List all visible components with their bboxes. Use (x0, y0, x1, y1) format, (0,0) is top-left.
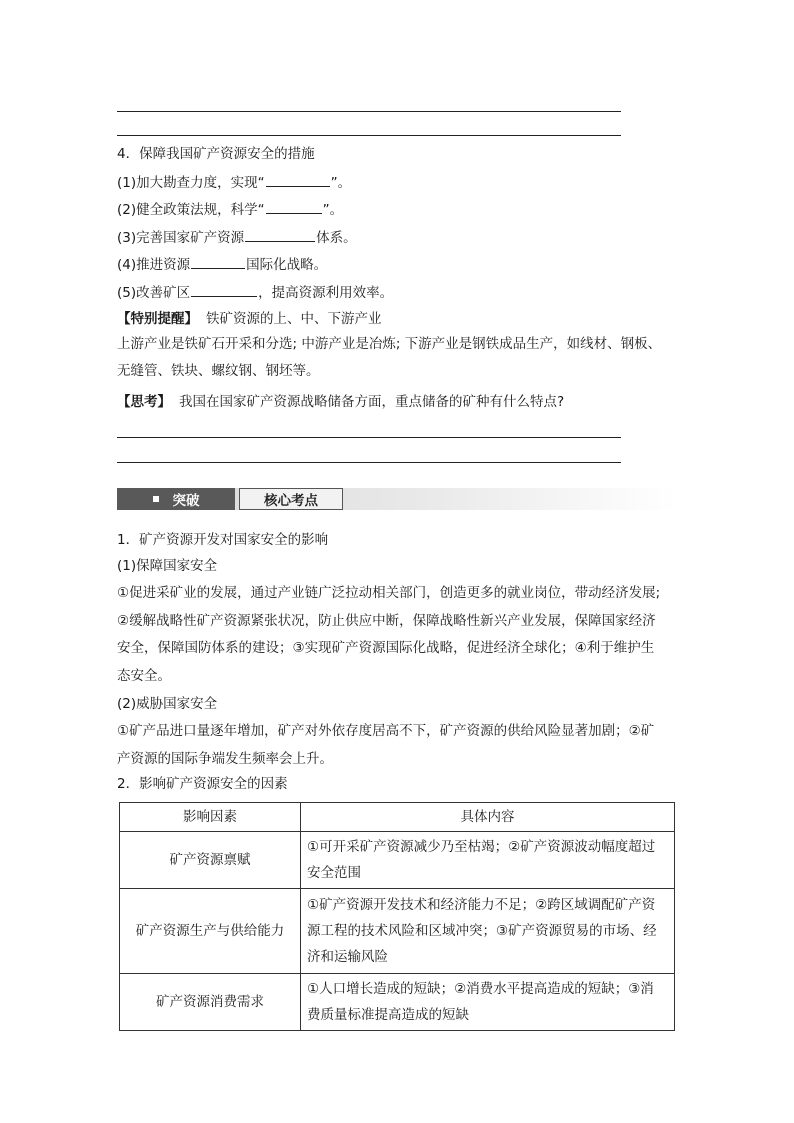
paragraph-line: ①矿产品进口量逐年增加，矿产对外依存度居高不下，矿产资源的供给风险显著加剧；②矿 (117, 723, 655, 739)
measure-text: (5)改善矿区 (117, 285, 191, 301)
table-header-cell: 影响因素 (120, 803, 301, 832)
banner-title: 核心考点 (239, 488, 343, 510)
measure-item (117, 282, 393, 303)
core-paragraph (117, 718, 679, 773)
measure-text: (4)推进资源 (117, 257, 191, 273)
core-subheading: (1)保障国家安全 (117, 558, 218, 574)
paragraph-line: ①促进采矿业的发展，通过产业链广泛拉动相关部门，创造更多的就业岗位，带动经济发展; (117, 585, 661, 601)
paragraph-line: 态安全。 (117, 667, 171, 684)
fill-blank[interactable] (191, 254, 245, 269)
answer-line (117, 462, 621, 463)
measure-item (117, 172, 351, 193)
content-line: ①人口增长造成的短缺；②消费水平提高造成的短缺；③消 (307, 981, 654, 997)
content-line: ①可开采矿产资源减少乃至枯竭；②矿产资源波动幅度超过 (307, 839, 656, 855)
measure-text: ，提高资源利用效率。 (258, 285, 394, 301)
fill-blank[interactable] (266, 199, 322, 214)
fill-blank[interactable] (245, 227, 315, 242)
measure-text: ”。 (330, 175, 352, 191)
answer-line (117, 437, 621, 438)
table-row (120, 974, 675, 1031)
core-heading: 1．矿产资源开发对国家安全的影响 (117, 532, 329, 548)
reminder-label: 【特别提醒】 (117, 311, 198, 327)
square-icon (153, 496, 159, 502)
thinking-label: 【思考】 (117, 394, 171, 410)
measure-text: (3)完善国家矿产资源 (117, 230, 245, 246)
thinking-text: 我国在国家矿产资源战略储备方面，重点储备的矿种有什么特点? (179, 394, 565, 410)
reminder-heading (117, 309, 382, 329)
factor-cell: 矿产资源禀赋 (120, 832, 301, 889)
reminder-title: 铁矿资源的上、中、下游产业 (206, 311, 382, 327)
content-cell (301, 832, 675, 889)
answer-line (117, 111, 621, 112)
content-cell (301, 889, 675, 974)
core-heading: 2．影响矿产资源安全的因素 (117, 776, 288, 792)
table-row (120, 832, 675, 889)
paragraph-line: 产资源的国际争端发生频率会上升。 (117, 750, 333, 767)
banner-tag (117, 488, 235, 510)
content-line: 源工程的技术风险和区域冲突；③矿产资源贸易的市场、经 (307, 923, 657, 939)
factor-cell: 矿产资源生产与供给能力 (120, 889, 301, 974)
table-header-cell: 具体内容 (301, 803, 675, 832)
content-line: ①矿产资源开发技术和经济能力不足；②跨区域调配矿产资 (307, 897, 656, 913)
table-header-row (120, 803, 675, 832)
measure-item (117, 227, 357, 248)
measure-text: 体系。 (316, 230, 357, 246)
paragraph-line: 安全，保障国防体系的建设；③实现矿产资源国际化战略，促进经济全球化；④利于维护生 (117, 640, 655, 656)
table-row (120, 889, 675, 974)
answer-line (117, 135, 621, 136)
paragraph-line: ②缓解战略性矿产资源紧张状况，防止供应中断，保障战略性新兴产业发展，保障国家经济 (117, 612, 656, 629)
thinking-question (117, 392, 564, 412)
measure-text: 国际化战略。 (246, 257, 328, 273)
content-line: 费质量标准提高造成的短缺 (307, 1007, 469, 1023)
core-subheading: (2)威胁国家安全 (117, 696, 218, 712)
measure-text: (2)健全政策法规，科学“ (117, 202, 265, 218)
content-cell (301, 974, 675, 1031)
core-paragraph (117, 580, 679, 690)
content-line: 济和运输风险 (307, 949, 388, 965)
measure-item (117, 254, 327, 275)
fill-blank[interactable] (266, 172, 330, 187)
measure-item (117, 199, 343, 220)
fill-blank[interactable] (191, 282, 257, 297)
factor-cell: 矿产资源消费需求 (120, 974, 301, 1031)
section-banner (117, 488, 677, 510)
factors-table (119, 802, 675, 1031)
content-line: 安全范围 (307, 865, 361, 881)
measure-text: ”。 (322, 202, 344, 218)
section-heading: 4．保障我国矿产资源安全的措施 (117, 146, 315, 162)
measure-text: (1)加大勘查力度，实现“ (117, 175, 265, 191)
banner-tag-label: 突破 (172, 493, 200, 509)
reminder-text: 上游产业是铁矿石开采和分选; 中游产业是冶炼; 下游产业是钢铁成品生产，如线材、钢板、 (117, 336, 662, 352)
reminder-text: 无缝管、铁块、螺纹钢、钢坯等。 (117, 363, 320, 379)
